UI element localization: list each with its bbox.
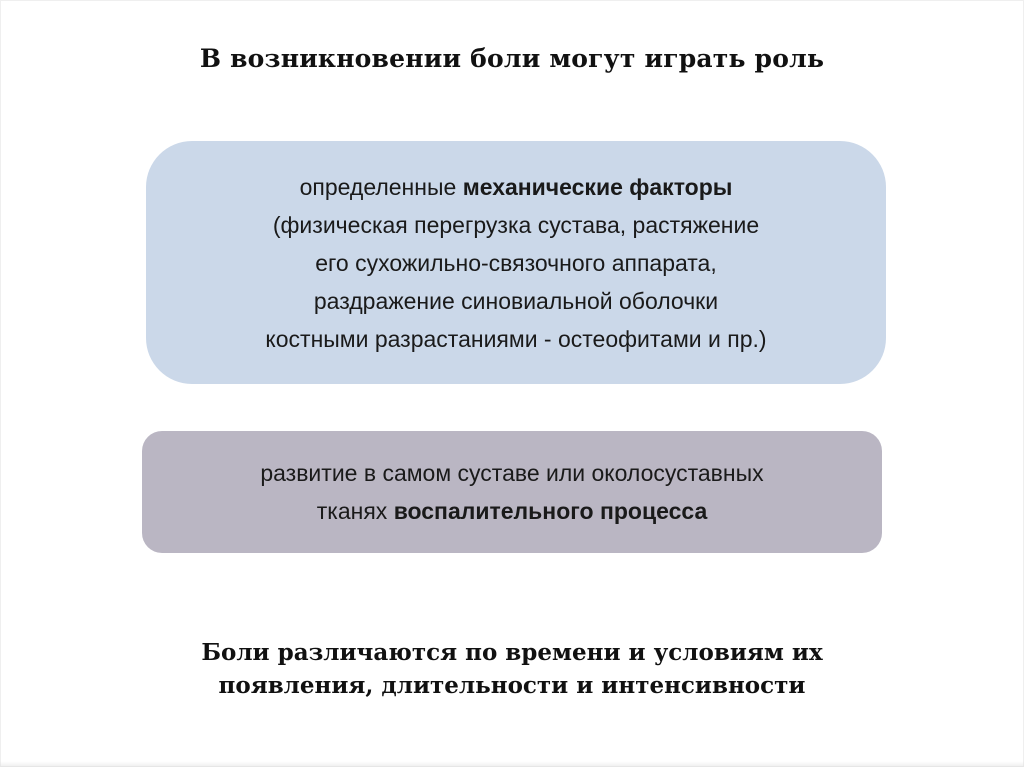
- inflammation-line-2: [260, 492, 763, 530]
- slide-bottom-shadow: [0, 761, 1024, 767]
- inflammation-text: [260, 454, 763, 530]
- footer-line-1: Боли различаются по времени и условиям их: [201, 639, 823, 666]
- inflammation-prefix: тканях: [316, 498, 394, 524]
- footer-line-2: появления, длительности и интенсивности: [218, 672, 806, 699]
- mechanical-factors-emphasis: механические факторы: [462, 173, 733, 200]
- inflammation-box: [142, 431, 882, 553]
- mechanical-factors-prefix: определенные: [299, 173, 463, 200]
- inflammation-line-1: развитие в самом суставе или околосуставных: [260, 460, 764, 486]
- mechanical-factors-text: [265, 168, 766, 358]
- mechanical-factors-line-2: (физическая перегрузка сустава, растяжение: [272, 211, 760, 238]
- slide-title: В возникновении боли могут играть роль: [199, 44, 825, 73]
- mechanical-factors-box: [146, 141, 886, 384]
- mechanical-factors-line-5: костными разрастаниями - остеофитами и пр.): [265, 325, 767, 352]
- mechanical-factors-line-4: раздражение синовиальной оболочки: [313, 287, 719, 314]
- mechanical-factors-line-1: [265, 168, 766, 206]
- mechanical-factors-line-3: его сухожильно-связочного аппарата,: [315, 249, 717, 276]
- inflammation-emphasis: воспалительного процесса: [393, 498, 708, 524]
- footer-statement: [0, 636, 1024, 702]
